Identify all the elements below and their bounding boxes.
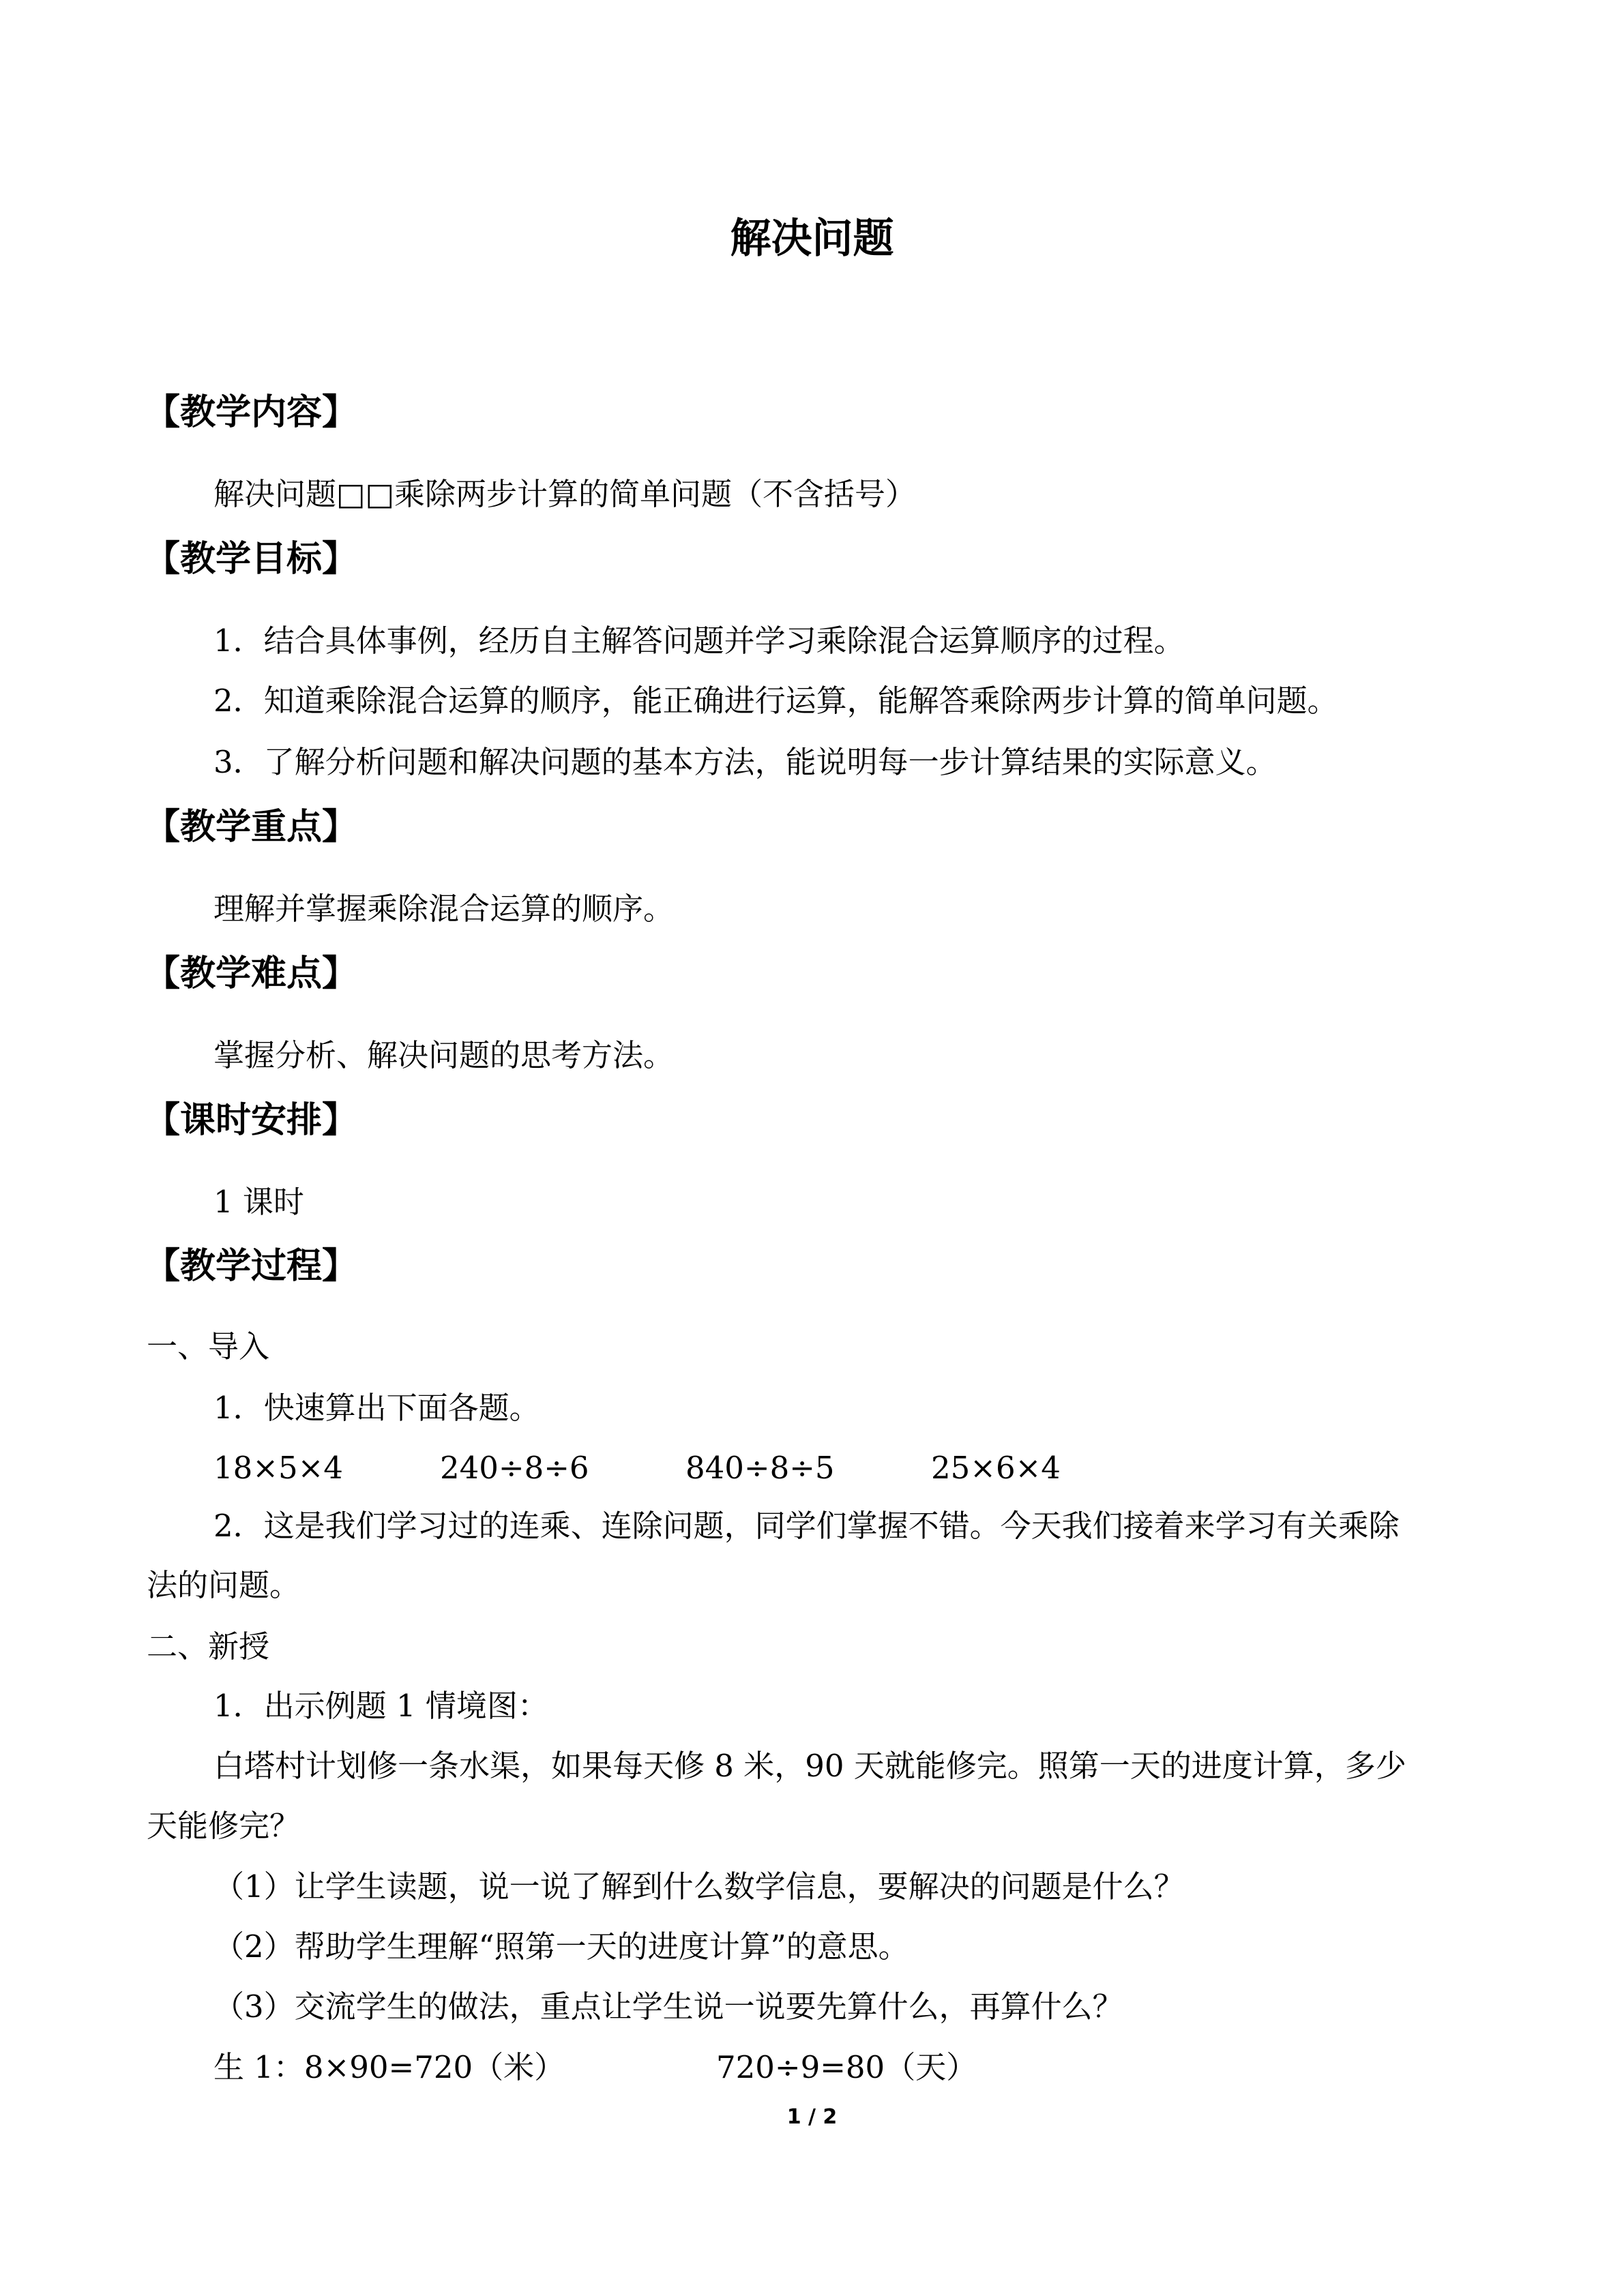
page-number: 1 / 2 xyxy=(786,2105,838,2129)
section-heading-process: 【教学过程】 xyxy=(145,1245,358,1287)
student-1-step-b: 720÷9=80（天） xyxy=(716,2049,977,2085)
problem-text-line2: 天能修完？ xyxy=(147,1808,301,1844)
goal-item-3: 3．了解分析问题和解决问题的基本方法，能说明每一步计算结果的实际意义。 xyxy=(213,744,1277,780)
section-heading-difficulties: 【教学难点】 xyxy=(145,953,358,994)
section-heading-key-points: 【教学重点】 xyxy=(145,806,358,848)
process-part2-title: 二、新授 xyxy=(147,1628,270,1665)
exercise-3: 840÷8÷5 xyxy=(685,1450,835,1486)
process-part1-title: 一、导入 xyxy=(147,1328,270,1365)
goal-item-2: 2．知道乘除混合运算的顺序，能正确进行运算，能解答乘除两步计算的简单问题。 xyxy=(213,683,1338,719)
schedule-text: 1 课时 xyxy=(213,1184,304,1220)
exercise-2: 240÷8÷6 xyxy=(440,1450,589,1486)
difficulties-text: 掌握分析、解决问题的思考方法。 xyxy=(213,1037,675,1073)
section-heading-schedule: 【课时安排】 xyxy=(145,1099,358,1141)
exercise-1: 18×5×4 xyxy=(213,1450,343,1486)
sub-step-2: （2）帮助学生理解“照第一天的进度计算”的意思。 xyxy=(213,1928,909,1965)
key-points-text: 理解并掌握乘除混合运算的顺序。 xyxy=(213,891,675,927)
process-part2-item1: 1．出示例题 1 情境图： xyxy=(213,1688,548,1724)
sub-step-3: （3）交流学生的做法，重点让学生说一说要先算什么，再算什么？ xyxy=(213,1988,1123,2025)
section-heading-goals: 【教学目标】 xyxy=(145,538,358,580)
section-heading-content: 【教学内容】 xyxy=(145,391,358,433)
exercise-4: 25×6×4 xyxy=(931,1450,1061,1486)
goal-item-1: 1．结合具体事例，经历自主解答问题并学习乘除混合运算顺序的过程。 xyxy=(213,623,1185,659)
sub-step-1: （1）让学生读题，说一说了解到什么数学信息，要解决的问题是什么？ xyxy=(213,1868,1185,1905)
process-part1-item2-line2: 法的问题。 xyxy=(147,1567,301,1603)
student-1-step-a: 生 1：8×90=720（米） xyxy=(213,2049,565,2085)
problem-text-line1: 白塔村计划修一条水渠，如果每天修 8 米，90 天就能修完。照第一天的进度计算，多少 xyxy=(213,1748,1406,1784)
content-text: 解决问题□□乘除两步计算的简单问题（不含括号） xyxy=(213,476,917,512)
process-part1-item2-line1: 2．这是我们学习过的连乘、连除问题，同学们掌握不错。今天我们接着来学习有关乘除 xyxy=(213,1508,1400,1544)
document-title: 解决问题 xyxy=(730,215,894,263)
process-part1-item1: 1．快速算出下面各题。 xyxy=(213,1390,540,1426)
